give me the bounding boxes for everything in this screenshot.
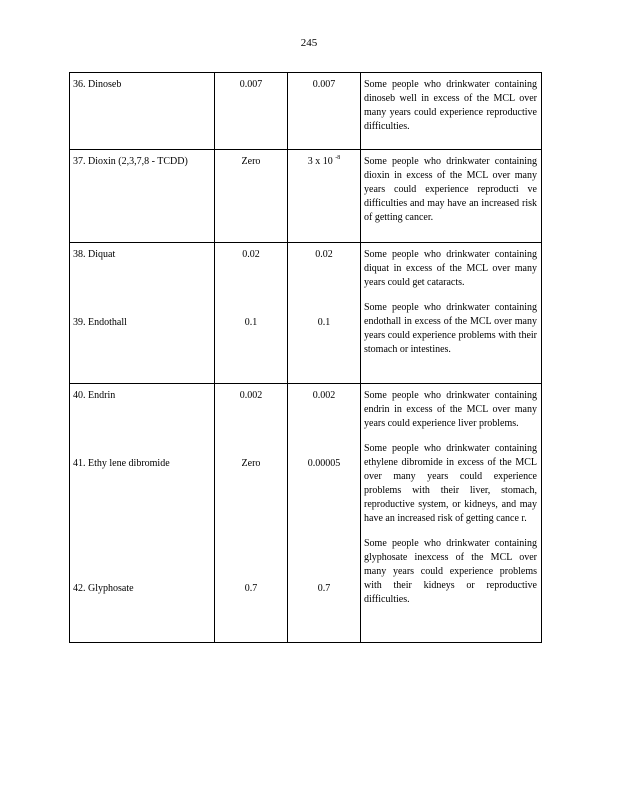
table-row	[70, 150, 542, 243]
table-row	[70, 73, 542, 150]
mclg-value: 0.00005	[307, 458, 341, 469]
health-effect: Some people who drinkwater containing glyphosate inexcess of the MCL over many years could experience problems with their kidneys or reproductive difficulties.	[364, 538, 537, 605]
health-effect: Some people who drinkwater containing endothall in excess of the MCL over many years could experience problems with their stomach or intestines.	[364, 302, 537, 355]
health-effect: Some people who drinkwater containing dioxin in excess of the MCL over many years could experience reproducti ve difficulties and may have an increased risk of getting cancer.	[364, 156, 537, 223]
mcl-value: 0.7	[244, 583, 258, 594]
mclg-value: 0.002	[312, 390, 336, 401]
page-number: 245	[300, 37, 318, 49]
mcl-value: 0.007	[239, 79, 263, 90]
mclg-value: 0.1	[317, 317, 331, 328]
contaminant-name: 40. Endrin	[73, 390, 116, 401]
table-row	[70, 243, 542, 384]
contaminant-name: 41. Ethy lene dibromide	[73, 458, 170, 469]
health-effect: Some people who drinkwater containing endrin in excess of the MCL over many years could experience liver problems.	[364, 390, 537, 429]
health-effect: Some people who drinkwater containing ethylene dibromide in excess of the MCL over many years could experience problems with their liver, stomach, reproductive system, or kidneys, and may have an increased risk of getting cance r.	[364, 443, 537, 524]
mclg-value: 3 x 10 $^{-8}$	[307, 155, 341, 167]
contaminant-table	[69, 72, 542, 643]
contaminant-name: 36. Dinoseb	[73, 79, 122, 90]
mclg-value: 0.7	[317, 583, 331, 594]
health-effect: Some people who drinkwater containing diquat in excess of the MCL over many years could get cataracts.	[364, 249, 537, 288]
mclg-value: 0.02	[315, 249, 333, 260]
table-row	[70, 384, 542, 643]
mcl-value: Zero	[241, 156, 261, 167]
mcl-value: 0.002	[239, 390, 263, 401]
contaminant-name: 42. Glyphosate	[73, 583, 134, 594]
mcl-value: Zero	[241, 458, 261, 469]
contaminant-name: 37. Dioxin (2,3,7,8 - TCDD)	[73, 156, 188, 167]
mclg-value: 0.007	[312, 79, 336, 90]
health-effect: Some people who drinkwater containing dinoseb well in excess of the MCL over many years could experience reproductive difficulties.	[364, 79, 537, 132]
contaminant-name: 38. Diquat	[73, 249, 116, 260]
contaminant-name: 39. Endothall	[73, 317, 127, 328]
mcl-value: 0.1	[244, 317, 258, 328]
mcl-value: 0.02	[242, 249, 260, 260]
